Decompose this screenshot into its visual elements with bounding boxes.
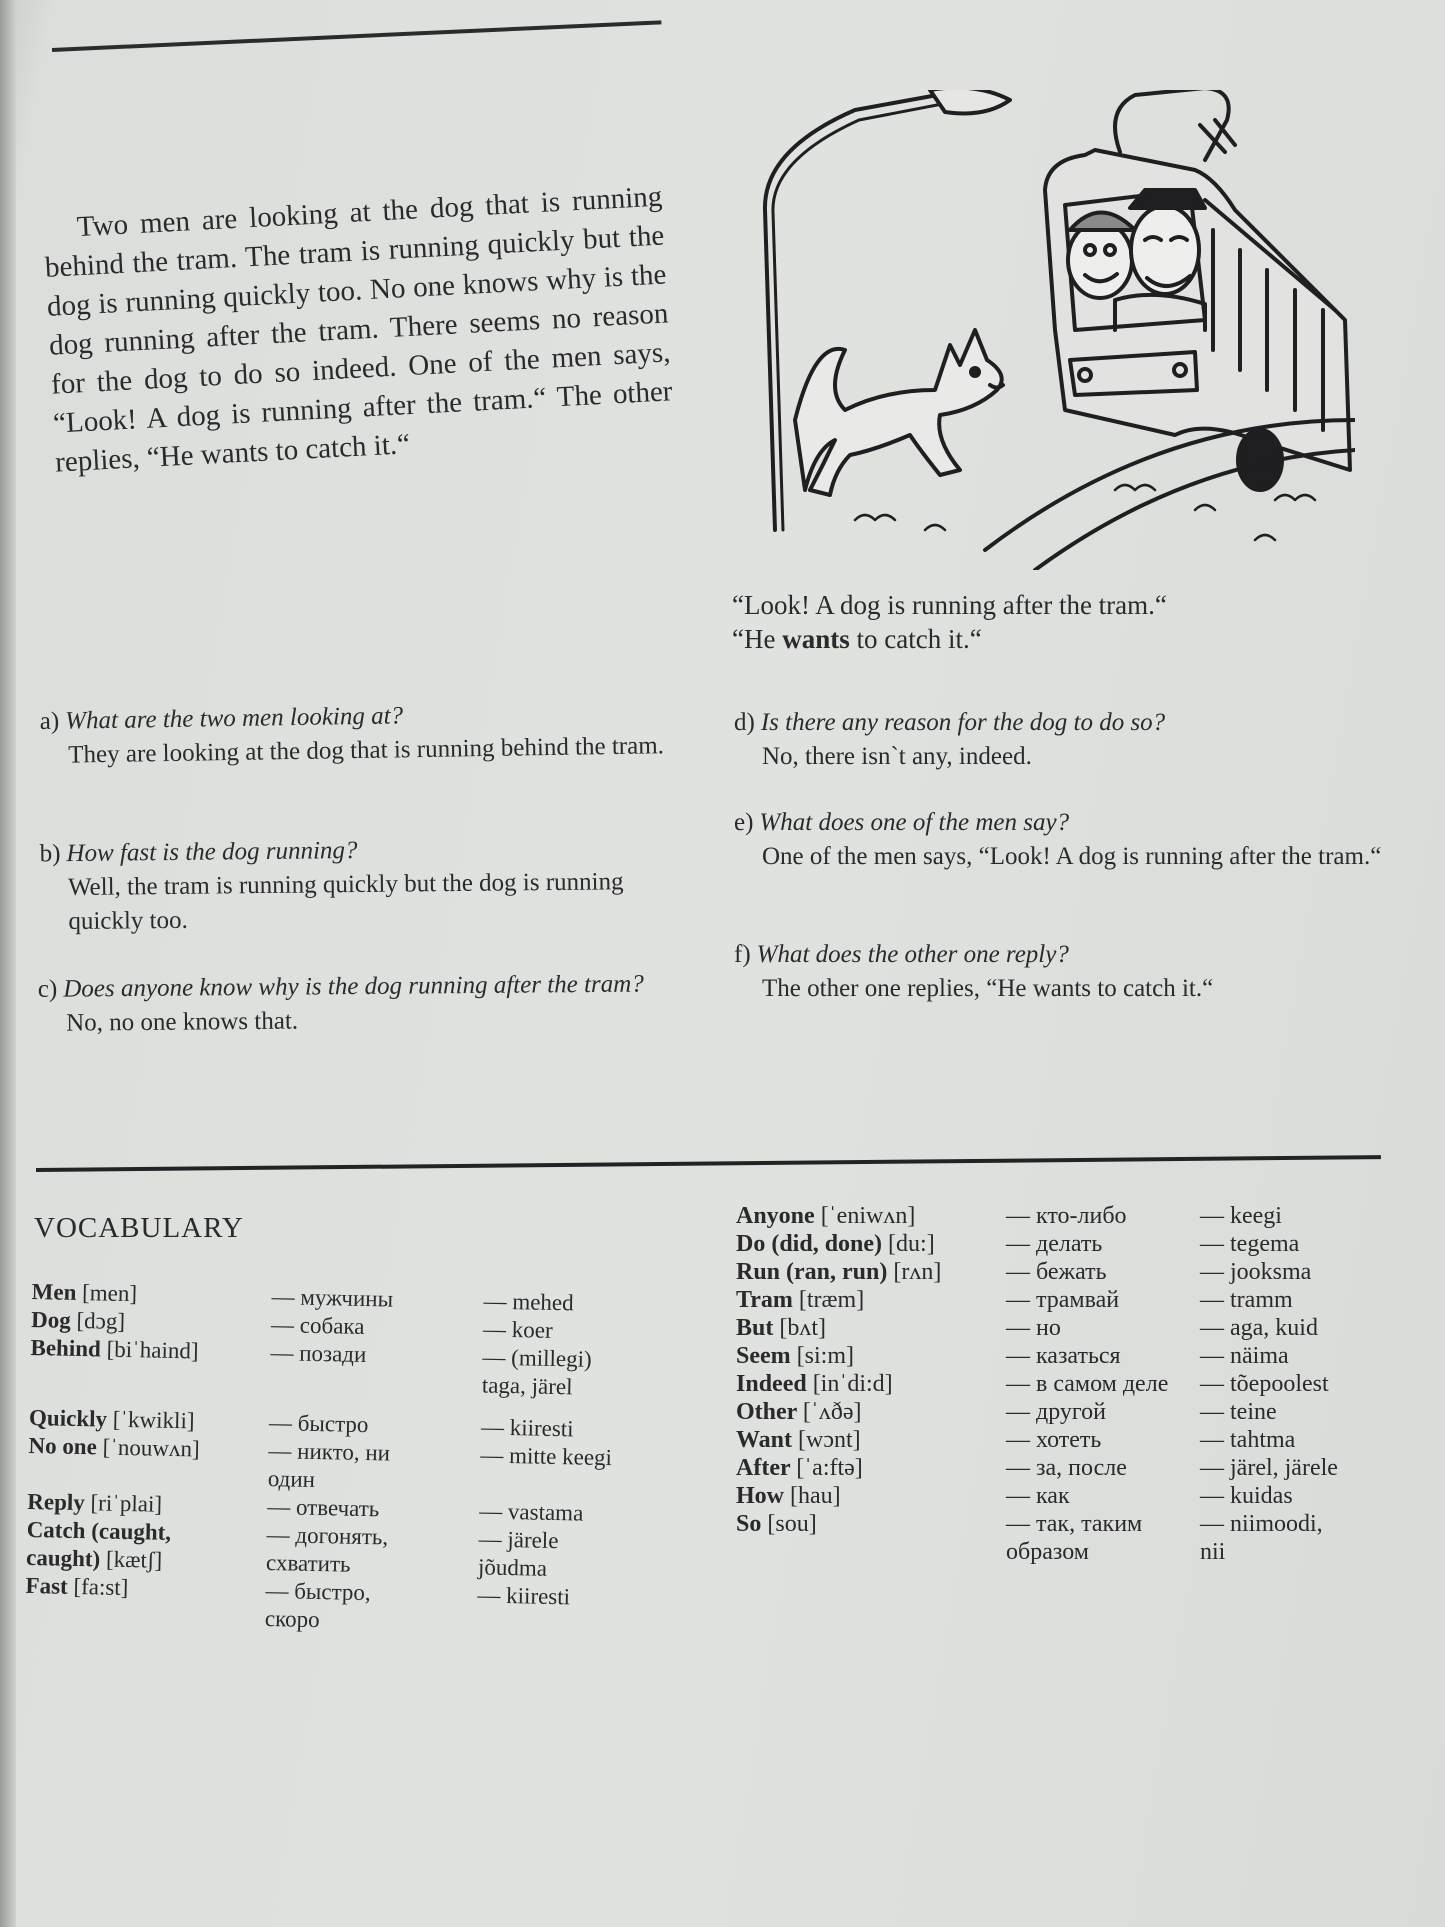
vocab-row: Tram [træm] — трамвай — tramm (736, 1287, 1293, 1313)
vocab-row: But [bʌt] — но — aga, kuid (736, 1315, 1318, 1341)
caption-line-1: “Look! A dog is running after the tram.“ (732, 590, 1167, 620)
vocab-row: Catch (caught, caught) [kætʃ] — догонять, схватить — järele jõudma (25, 1516, 559, 1581)
dog (795, 330, 1003, 495)
answer: No, there isn`t any, indeed. (762, 743, 1032, 770)
qa-block-d (734, 706, 1394, 774)
book-spine (0, 0, 16, 1927)
vocab-row: Fast [fa:st] — быстро, скоро — kiiresti (25, 1572, 571, 1633)
vocab-row: Indeed [inˈdi:d] — в самом деле — tõepoolest (736, 1371, 1329, 1397)
qa-block-f (734, 938, 1394, 1006)
tram-dog-illustration (735, 90, 1355, 570)
vocab-row: No one [ˈnouwʌn] — никто, ни один — mitte keegi (28, 1432, 613, 1492)
question: b) How fast is the dog running? (39, 837, 358, 868)
answer: No, no one knows that. (66, 1007, 299, 1037)
vocab-row: Quickly [ˈkwikli] — быстро — kiiresti (28, 1404, 574, 1442)
vocab-row: Men [men] — мужчины — mehed (31, 1278, 574, 1316)
vocabulary-title: VOCABULARY (34, 1212, 244, 1244)
top-rule (52, 20, 662, 52)
vocab-row: Anyone [ˈeniwʌn] — кто-либо — keegi (736, 1203, 1282, 1229)
qa-block-a (40, 695, 681, 773)
answer: Well, the tram is running quickly but the dog is running quickly too. (67, 868, 624, 936)
illustration-caption (732, 588, 1372, 656)
question: d) Is there any reason for the dog to do so? (734, 709, 1166, 736)
question: e) What does one of the men say? (734, 809, 1070, 836)
section-divider (36, 1155, 1381, 1172)
caption-line-2: “He wants to catch it.“ (732, 624, 982, 654)
vocab-row: Want [wɔnt] — хотеть — tahtma (736, 1427, 1296, 1453)
story-paragraph: Two men are looking at the dog that is running behind the tram. The tram is running quickly but the dog is running quickly too. No one knows why is the dog running after the tram. There seems no reason for the dog to do so indeed. One of the men says, “Look! A dog is running after the tram.“ The other replies, “He wants to catch it.“ (44, 180, 674, 479)
vocab-row: Behind [biˈhaind] — позади — (millegi) taga, järel (30, 1334, 592, 1400)
question: c) Does anyone know why is the dog running after the tram? (37, 970, 644, 1003)
vocab-row: Other [ˈʌðə] — другой — teine (736, 1399, 1277, 1425)
qa-block-b (39, 831, 680, 940)
vocab-row: Reply [riˈplai] — отвечать — vastama (27, 1488, 584, 1526)
vocab-row: So [sou] — так, таким образом — niimoodi, nii (736, 1511, 1323, 1565)
vocab-row: Dog [dɔg] — собака — koer (30, 1306, 553, 1343)
question: f) What does the other one reply? (734, 941, 1069, 968)
answer: They are looking at the dog that is running behind the tram. (68, 732, 665, 769)
vocab-row: Do (did, done) [du:] — делать — tegema (736, 1231, 1300, 1257)
lamp-head (930, 90, 1010, 114)
qa-block-c (38, 967, 689, 1041)
vocab-row: How [hau] — как — kuidas (736, 1483, 1293, 1509)
vocab-row: Run (ran, run) [rʌn] — бежать — jooksma (736, 1259, 1312, 1285)
answer: One of the men says, “Look! A dog is running after the tram.“ (762, 843, 1382, 870)
question: a) What are the two men looking at? (39, 702, 404, 736)
vocab-row: After [ˈa:ftə] — за, после — järel, järele (736, 1455, 1338, 1481)
answer: The other one replies, “He wants to catch it.“ (762, 975, 1214, 1002)
qa-block-e (734, 806, 1394, 874)
vocabulary-right-column (736, 1202, 1416, 1566)
vocab-row: Seem [si:m] — казаться — näima (736, 1343, 1289, 1369)
vocabulary-left-column (25, 1278, 692, 1642)
